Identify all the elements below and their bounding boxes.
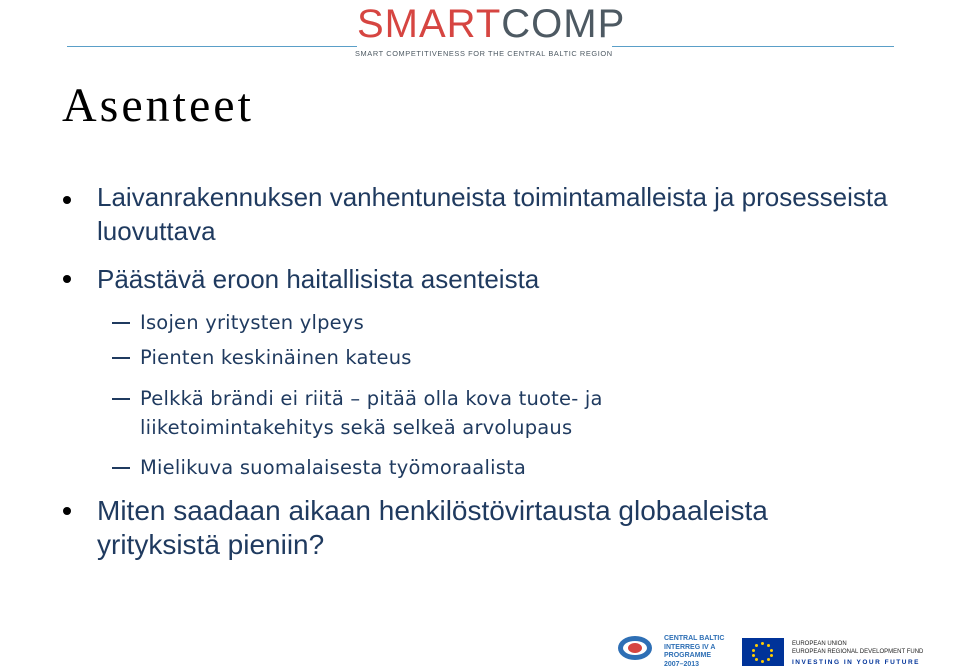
sub-bullet-item: Pelkkä brändi ei riitä – pitää olla kova tuote- ja liiketoimintakehitys sekä selkeä arvolupaus (140, 387, 603, 439)
bullet-dot (63, 196, 71, 204)
bullet-dot (63, 507, 71, 515)
central-baltic-logo-center (628, 643, 642, 653)
eu-star (767, 658, 770, 661)
eu-star (752, 654, 755, 657)
eu-star (755, 644, 758, 647)
sub-bullet-item: Isojen yritysten ylpeys (140, 311, 364, 334)
eu-flag-icon (742, 638, 784, 666)
smartcomp-logo (355, 2, 626, 64)
eu-star (770, 654, 773, 657)
sub-bullet-item: Mielikuva suomalaisesta työmoraalista (140, 456, 527, 479)
header-rule-left (67, 46, 357, 47)
central-baltic-logo (612, 632, 725, 668)
cb-line: INTERREG IV A (664, 643, 716, 651)
bullet-item: Laivanrakennuksen vanhentuneista toimintamalleista ja prosesseista luovuttava (97, 182, 888, 246)
eu-star (761, 642, 764, 645)
sub-bullet-item: Pienten keskinäinen kateus (140, 346, 412, 369)
eu-star (767, 644, 770, 647)
cb-line: CENTRAL BALTIC (664, 635, 725, 642)
sub-bullet-dash (112, 322, 130, 324)
cb-line: 2007–2013 (664, 660, 700, 668)
central-baltic-text (664, 635, 724, 669)
sub-bullet-dash (112, 467, 130, 469)
header-rule-right (612, 46, 894, 47)
bullet-item: Miten saadaan aikaan henkilöstövirtausta globaaleista yrityksistä pieniin? (97, 495, 768, 560)
eu-text (792, 640, 923, 656)
eu-star (752, 649, 755, 652)
sub-bullet-dash (112, 398, 130, 400)
logo-tagline: SMART COMPETITIVENESS FOR THE CENTRAL BALTIC REGION (355, 49, 613, 58)
eu-line: EUROPEAN UNION (792, 641, 847, 647)
eu-slogan: INVESTING IN YOUR FUTURE (792, 659, 920, 666)
eu-star (761, 660, 764, 663)
slide-title: Asenteet (62, 79, 254, 132)
sub-bullet-dash (112, 357, 130, 359)
logo-smart-text: SMART (357, 2, 502, 46)
bullet-item: Päästävä eroon haitallisista asenteista (97, 264, 540, 294)
eu-logo (742, 634, 924, 670)
logo-wordmark (357, 2, 625, 46)
bullet-dot (63, 275, 71, 283)
eu-line: EUROPEAN REGIONAL DEVELOPMENT FUND (792, 649, 924, 655)
eu-star (770, 649, 773, 652)
logo-comp-text: COMP (501, 2, 626, 46)
cb-line: PROGRAMME (664, 652, 712, 659)
eu-star (755, 658, 758, 661)
